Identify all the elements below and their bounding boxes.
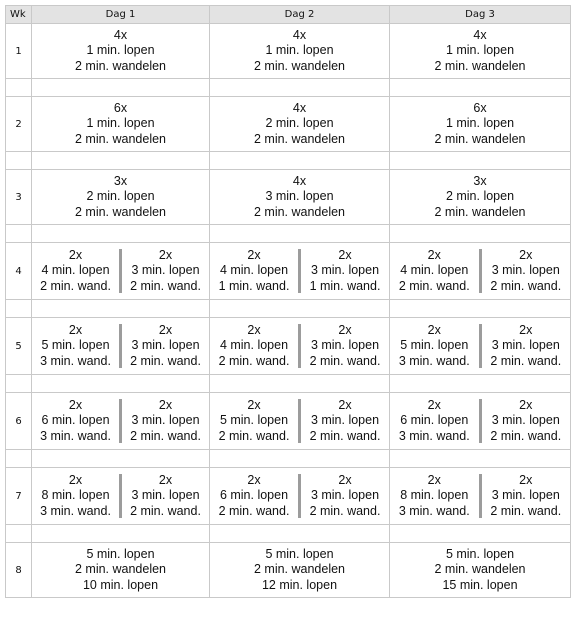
- interval-block: [482, 473, 571, 520]
- cell-line: 4 min. lopen: [400, 263, 469, 278]
- cell-line: 3 min. lopen: [310, 488, 380, 503]
- cell-line: 5 min. lopen: [41, 338, 110, 353]
- week-number: 8: [6, 543, 32, 598]
- cell-line: 2 min. wandelen: [74, 204, 167, 219]
- spacer-cell: [210, 152, 390, 170]
- cell-line: 2 min. wandelen: [253, 204, 346, 219]
- cell-line: 3 min. lopen: [310, 413, 380, 428]
- cell-line: 4x: [292, 173, 307, 188]
- cell-line: 12 min. lopen: [261, 577, 338, 592]
- spacer-cell: [390, 525, 571, 543]
- interval-block: [482, 398, 571, 445]
- spacer-cell: [6, 225, 32, 243]
- interval-block: [482, 248, 571, 295]
- spacer-row: [6, 450, 571, 468]
- spacer-cell: [6, 300, 32, 318]
- cell-line: 2 min. lopen: [445, 189, 515, 204]
- spacer-row: [6, 79, 571, 97]
- week-number: 6: [6, 393, 32, 450]
- interval-block: [32, 473, 119, 520]
- cell-line: 2 min. wand.: [490, 428, 562, 443]
- day-cell: [210, 97, 390, 152]
- cell-line: 2x: [247, 397, 261, 412]
- cell-line: 1 min. lopen: [86, 43, 155, 58]
- cell-line: 3 min. wand.: [40, 503, 111, 518]
- cell-line: 2 min. wand.: [309, 503, 381, 518]
- cell-line: 2 min. wandelen: [74, 131, 167, 146]
- week-row: [6, 97, 571, 152]
- cell-line: 2x: [158, 472, 173, 487]
- split-block: [210, 473, 389, 520]
- cell-line: 2x: [68, 247, 83, 262]
- cell-line: 2 min. wand.: [309, 428, 381, 443]
- spacer-row: [6, 225, 571, 243]
- cell-line: 2x: [519, 472, 533, 487]
- cell-line: 2x: [158, 397, 173, 412]
- split-block: [390, 248, 570, 295]
- interval-block: [301, 398, 389, 445]
- cell-line: 1 min. lopen: [445, 116, 515, 131]
- header-row: [6, 6, 571, 24]
- cell-line: 3 min. lopen: [491, 413, 560, 428]
- cell-line: 8 min. lopen: [41, 488, 110, 503]
- spacer-cell: [390, 300, 571, 318]
- cell-line: 2 min. wandelen: [253, 131, 346, 146]
- day-cell: [390, 24, 571, 79]
- cell-line: 2x: [68, 472, 83, 487]
- cell-line: 10 min. lopen: [82, 577, 159, 592]
- cell-line: 5 min. lopen: [400, 338, 469, 353]
- cell-line: 2x: [338, 397, 352, 412]
- day-cell: [210, 468, 390, 525]
- day-cell: [32, 468, 210, 525]
- interval-block: [390, 248, 479, 295]
- cell-line: 2 min. wandelen: [253, 562, 346, 577]
- spacer-cell: [390, 375, 571, 393]
- cell-line: 5 min. lopen: [265, 546, 334, 561]
- cell-line: 2 min. wand.: [398, 278, 470, 293]
- interval-block: [210, 248, 298, 295]
- cell-line: 6x: [113, 100, 128, 115]
- cell-line: 1 min. wand.: [309, 278, 381, 293]
- cell-line: 1 min. wand.: [218, 278, 290, 293]
- cell-line: 2x: [519, 322, 533, 337]
- spacer-cell: [32, 375, 210, 393]
- cell-line: 2x: [158, 247, 173, 262]
- cell-line: 6 min. lopen: [219, 488, 289, 503]
- cell-line: 3x: [113, 173, 128, 188]
- cell-line: 3 min. wand.: [398, 428, 470, 443]
- split-block: [390, 323, 570, 370]
- cell-line: 2 min. wand.: [130, 353, 201, 368]
- cell-line: 5 min. lopen: [219, 413, 289, 428]
- interval-block: [390, 323, 479, 370]
- week-number: 2: [6, 97, 32, 152]
- cell-line: 2 min. wandelen: [434, 58, 526, 73]
- cell-line: 3 min. lopen: [131, 488, 200, 503]
- spacer-cell: [210, 79, 390, 97]
- week-number: 1: [6, 24, 32, 79]
- cell-line: 4x: [113, 27, 128, 42]
- training-schedule-table: [5, 5, 571, 598]
- header-day-3: Dag 3: [390, 6, 571, 24]
- cell-line: 1 min. lopen: [445, 43, 515, 58]
- week-number: 7: [6, 468, 32, 525]
- week-row: [6, 468, 571, 525]
- week-row: [6, 24, 571, 79]
- cell-line: 4x: [473, 27, 487, 42]
- day-cell: [390, 243, 571, 300]
- week-number: 3: [6, 170, 32, 225]
- cell-line: 2x: [68, 322, 83, 337]
- cell-line: 3 min. lopen: [131, 338, 200, 353]
- spacer-cell: [6, 79, 32, 97]
- spacer-cell: [390, 225, 571, 243]
- cell-line: 4x: [292, 100, 307, 115]
- split-block: [32, 248, 209, 295]
- cell-line: 2 min. wand.: [218, 353, 290, 368]
- cell-line: 2x: [427, 322, 441, 337]
- day-cell: [390, 468, 571, 525]
- cell-line: 2x: [68, 397, 83, 412]
- day-cell: [390, 170, 571, 225]
- schedule-body: [6, 24, 571, 598]
- interval-block: [122, 398, 209, 445]
- cell-line: 2 min. wand.: [40, 278, 111, 293]
- day-cell: [32, 170, 210, 225]
- spacer-cell: [390, 450, 571, 468]
- week-row: [6, 243, 571, 300]
- cell-line: 2x: [338, 472, 352, 487]
- spacer-cell: [210, 450, 390, 468]
- spacer-cell: [6, 525, 32, 543]
- spacer-row: [6, 525, 571, 543]
- spacer-cell: [32, 525, 210, 543]
- interval-block: [122, 323, 209, 370]
- split-block: [210, 248, 389, 295]
- interval-block: [122, 473, 209, 520]
- cell-line: 3 min. wand.: [398, 353, 470, 368]
- cell-line: 5 min. lopen: [445, 546, 515, 561]
- cell-line: 2 min. wand.: [490, 503, 562, 518]
- cell-line: 3 min. lopen: [491, 263, 560, 278]
- interval-block: [32, 323, 119, 370]
- header-day-2: Dag 2: [210, 6, 390, 24]
- split-block: [210, 323, 389, 370]
- cell-line: 2 min. lopen: [86, 189, 155, 204]
- interval-block: [32, 248, 119, 295]
- cell-line: 2 min. wandelen: [434, 131, 526, 146]
- cell-line: 2x: [338, 247, 352, 262]
- cell-line: 2 min. wandelen: [434, 204, 526, 219]
- week-number: 4: [6, 243, 32, 300]
- cell-line: 2 min. wand.: [309, 353, 381, 368]
- cell-line: 2x: [247, 247, 261, 262]
- cell-line: 2x: [519, 247, 533, 262]
- split-block: [32, 323, 209, 370]
- cell-line: 2 min. wand.: [218, 428, 290, 443]
- cell-line: 1 min. lopen: [265, 43, 334, 58]
- cell-line: 3 min. lopen: [131, 413, 200, 428]
- cell-line: 3 min. lopen: [491, 338, 560, 353]
- day-cell: [390, 318, 571, 375]
- spacer-cell: [32, 152, 210, 170]
- cell-line: 3x: [473, 173, 487, 188]
- day-cell: [32, 24, 210, 79]
- spacer-row: [6, 300, 571, 318]
- interval-block: [210, 323, 298, 370]
- cell-line: 3 min. lopen: [310, 338, 380, 353]
- cell-line: 2 min. wand.: [490, 353, 562, 368]
- cell-line: 2 min. wandelen: [74, 58, 167, 73]
- cell-line: 6x: [473, 100, 487, 115]
- interval-block: [482, 323, 571, 370]
- cell-line: 4 min. lopen: [219, 338, 289, 353]
- day-cell: [32, 393, 210, 450]
- cell-line: 2 min. wandelen: [74, 562, 167, 577]
- cell-line: 4 min. lopen: [219, 263, 289, 278]
- cell-line: 6 min. lopen: [41, 413, 110, 428]
- cell-line: 2 min. wand.: [130, 428, 201, 443]
- spacer-cell: [6, 375, 32, 393]
- cell-line: 4x: [292, 27, 307, 42]
- day-cell: [210, 393, 390, 450]
- cell-line: 2x: [427, 247, 441, 262]
- cell-line: 2 min. wand.: [490, 278, 562, 293]
- spacer-cell: [390, 152, 571, 170]
- day-cell: [210, 170, 390, 225]
- day-cell: [32, 243, 210, 300]
- spacer-cell: [210, 375, 390, 393]
- day-cell: [32, 318, 210, 375]
- interval-block: [32, 398, 119, 445]
- week-row: [6, 543, 571, 598]
- cell-line: 2 min. wand.: [130, 503, 201, 518]
- cell-line: 3 min. lopen: [265, 189, 334, 204]
- interval-block: [390, 398, 479, 445]
- interval-block: [301, 248, 389, 295]
- cell-line: 2 min. wandelen: [253, 58, 346, 73]
- spacer-cell: [32, 450, 210, 468]
- day-cell: [210, 24, 390, 79]
- split-block: [390, 473, 570, 520]
- interval-block: [122, 248, 209, 295]
- cell-line: 8 min. lopen: [400, 488, 469, 503]
- cell-line: 2 min. wandelen: [434, 562, 526, 577]
- interval-block: [301, 323, 389, 370]
- split-block: [210, 398, 389, 445]
- split-block: [32, 398, 209, 445]
- cell-line: 3 min. wand.: [40, 428, 111, 443]
- day-cell: [390, 97, 571, 152]
- week-row: [6, 170, 571, 225]
- interval-block: [210, 473, 298, 520]
- spacer-cell: [210, 300, 390, 318]
- cell-line: 4 min. lopen: [41, 263, 110, 278]
- cell-line: 2x: [338, 322, 352, 337]
- spacer-row: [6, 152, 571, 170]
- cell-line: 2x: [427, 397, 441, 412]
- week-row: [6, 318, 571, 375]
- cell-line: 2x: [247, 322, 261, 337]
- cell-line: 2 min. lopen: [265, 116, 334, 131]
- header-day-1: Dag 1: [32, 6, 210, 24]
- cell-line: 15 min. lopen: [442, 577, 518, 592]
- interval-block: [390, 473, 479, 520]
- split-block: [390, 398, 570, 445]
- spacer-cell: [6, 152, 32, 170]
- spacer-cell: [6, 450, 32, 468]
- spacer-cell: [210, 525, 390, 543]
- cell-line: 5 min. lopen: [86, 546, 155, 561]
- cell-line: 1 min. lopen: [86, 116, 155, 131]
- spacer-row: [6, 375, 571, 393]
- cell-line: 6 min. lopen: [400, 413, 469, 428]
- split-block: [32, 473, 209, 520]
- interval-block: [210, 398, 298, 445]
- day-cell: [32, 543, 210, 598]
- header-week: Wk: [6, 6, 32, 24]
- cell-line: 2 min. wand.: [218, 503, 290, 518]
- day-cell: [210, 318, 390, 375]
- cell-line: 3 min. wand.: [398, 503, 470, 518]
- day-cell: [210, 543, 390, 598]
- day-cell: [390, 393, 571, 450]
- spacer-cell: [32, 79, 210, 97]
- week-row: [6, 393, 571, 450]
- cell-line: 3 min. lopen: [310, 263, 380, 278]
- cell-line: 2x: [158, 322, 173, 337]
- cell-line: 3 min. lopen: [131, 263, 200, 278]
- day-cell: [32, 97, 210, 152]
- cell-line: 3 min. lopen: [491, 488, 560, 503]
- week-number: 5: [6, 318, 32, 375]
- cell-line: 2x: [427, 472, 441, 487]
- spacer-cell: [390, 79, 571, 97]
- cell-line: 2x: [519, 397, 533, 412]
- spacer-cell: [32, 225, 210, 243]
- spacer-cell: [210, 225, 390, 243]
- spacer-cell: [32, 300, 210, 318]
- cell-line: 2 min. wand.: [130, 278, 201, 293]
- interval-block: [301, 473, 389, 520]
- day-cell: [390, 543, 571, 598]
- day-cell: [210, 243, 390, 300]
- cell-line: 2x: [247, 472, 261, 487]
- cell-line: 3 min. wand.: [40, 353, 111, 368]
